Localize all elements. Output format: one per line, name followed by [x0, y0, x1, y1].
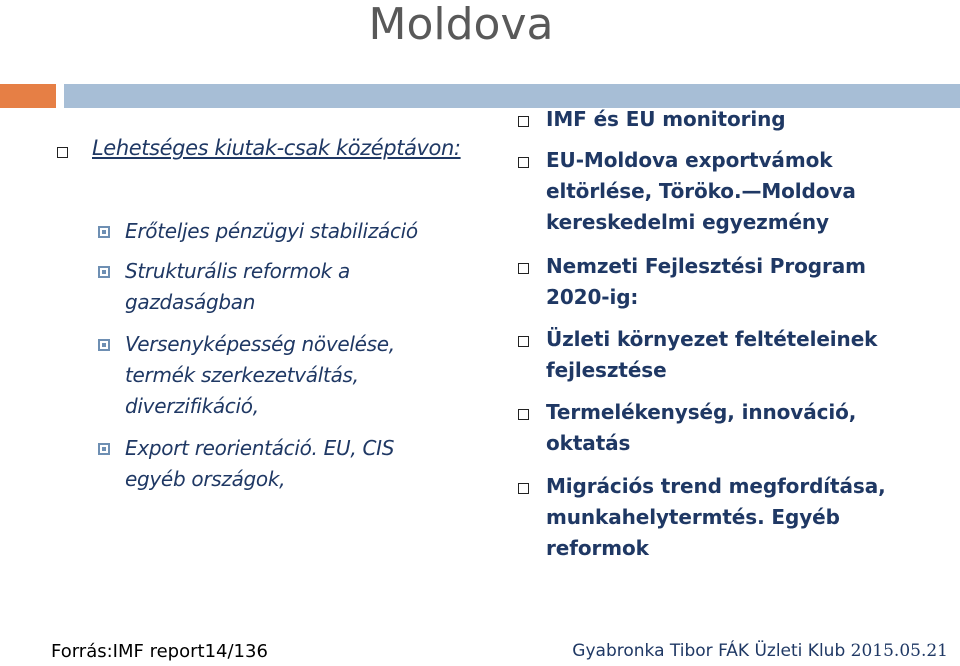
right-list-item: Migrációs trend megfordítása, munkahelytermtés. Egyéb reformok	[546, 474, 886, 560]
left-list-item: Export reorientáció. EU, CIS egyéb országok,	[125, 436, 395, 491]
footer-author: Gyabronka Tibor FÁK Üzleti Klub	[572, 641, 846, 661]
square-bullet-icon	[518, 263, 529, 274]
left-list-item: Strukturális reformok a gazdaságban	[125, 259, 350, 314]
right-list-item: Termelékenység, innováció, oktatás	[546, 400, 857, 455]
source-note: Forrás:IMF report14/136	[51, 641, 268, 662]
square-bullet-icon	[518, 336, 529, 347]
slide-title: Moldova	[368, 0, 554, 50]
left-list-item: Erőteljes pénzügyi stabilizáció	[125, 219, 418, 243]
footer-date: 2015.05.21	[850, 641, 948, 661]
left-heading: Lehetséges kiutak-csak középtávon:	[92, 136, 461, 160]
right-list-item: EU-Moldova exportvámok eltörlése, Töröko.—Moldova kereskedelmi egyezmény	[546, 148, 856, 234]
right-list-item: IMF és EU monitoring	[546, 107, 786, 131]
square-bullet-icon	[518, 157, 529, 168]
accent-bar-orange	[0, 84, 56, 108]
right-list-item: Üzleti környezet feltételeinek fejlesztése	[546, 327, 878, 382]
right-list-item: Nemzeti Fejlesztési Program 2020-ig:	[546, 254, 866, 309]
square-bullet-icon	[98, 339, 110, 351]
footer-credit	[572, 641, 948, 661]
square-bullet-icon	[518, 116, 529, 127]
square-bullet-icon	[518, 483, 529, 494]
square-bullet-icon	[518, 409, 529, 420]
square-bullet-icon	[98, 226, 110, 238]
square-bullet-icon	[57, 147, 68, 158]
square-bullet-icon	[98, 443, 110, 455]
left-list-item: Versenyképesség növelése, termék szerkezetváltás, diverzifikáció,	[125, 332, 395, 418]
square-bullet-icon	[98, 266, 110, 278]
